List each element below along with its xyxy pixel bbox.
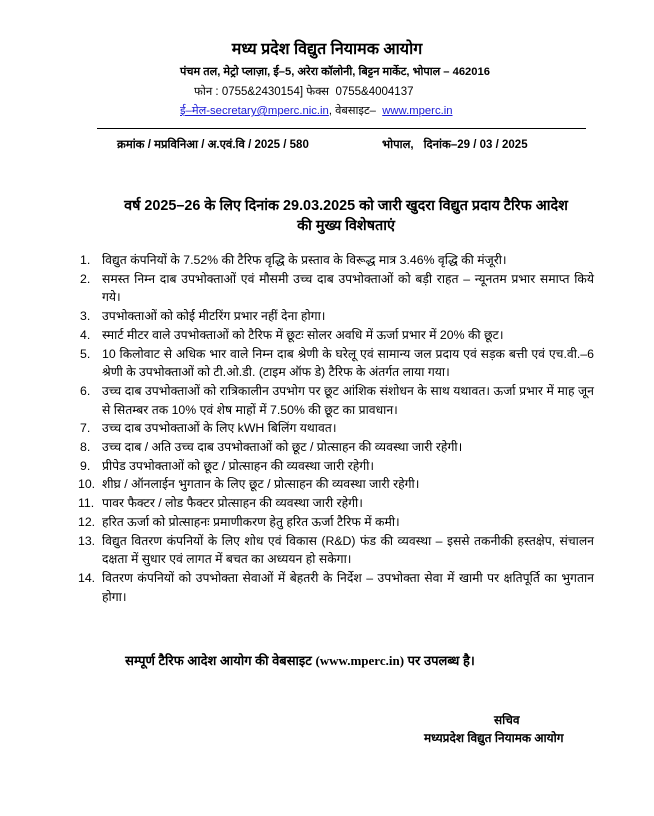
- header-divider: [97, 128, 586, 129]
- contact-email-website: [180, 103, 453, 119]
- subject-line-2: की मुख्य विशेषताएं: [297, 218, 395, 234]
- list-item-number: 9.: [80, 458, 91, 473]
- reference-number: क्रमांक / मप्रविनिआ / अ.एवं.वि / 2025 / 580: [117, 139, 309, 151]
- list-item-number: 11.: [78, 496, 95, 511]
- note-text-before: सम्पूर्ण टैरिफ आदेश आयोग की वेबसाइट: [125, 653, 312, 668]
- fax-number: 0755&4004137: [335, 86, 414, 98]
- reference-place: भोपाल,: [382, 139, 414, 151]
- note-url: (www.mperc.in): [315, 653, 405, 668]
- list-item: [78, 438, 594, 457]
- list-item-text: वितरण कंपनियों को उपभोक्ता सेवाओं में बेहतरी के निर्देश – उपभोक्ता सेवा में खामी पर क्षतिपूर्ति का भुगतान होगा।: [102, 570, 594, 604]
- list-item: [78, 457, 594, 476]
- list-item-number: 14.: [78, 570, 96, 585]
- website-link[interactable]: www.mperc.in: [382, 105, 453, 117]
- key-features-list: [78, 251, 594, 606]
- list-item-number: 3.: [80, 309, 91, 324]
- list-item-number: 13.: [78, 533, 96, 548]
- list-item-text: विद्युत कंपनियों के 7.52% की टैरिफ वृद्धि के प्रस्ताव के विरूद्ध मात्र 3.46% वृद्धि की मंजूरी।: [102, 253, 507, 267]
- list-item-number: 2.: [80, 271, 91, 286]
- list-item-number: 4.: [80, 327, 91, 342]
- signatory-organization: मध्यप्रदेश विद्युत नियामक आयोग: [424, 731, 564, 745]
- list-item-text: विद्युत वितरण कंपनियों के लिए शोध एवं विकास (R&D) फंड की व्यवस्था – इससे तकनीकी हस्तक्षेप, संचालन दक्षता में सुधार एवं लागत में बचत का अध्ययन हो सकेगा।: [102, 533, 594, 567]
- list-item: [78, 382, 594, 419]
- list-item: [78, 270, 594, 307]
- list-item-text: हरित ऊर्जा को प्रोत्साहनः प्रमाणीकरण हेतु हरित ऊर्जा टैरिफ में कमी।: [102, 514, 400, 529]
- reference-place-date: [382, 137, 528, 153]
- list-item-text: उपभोक्ताओं को कोई मीटरिंग प्रभार नहीं देना होगा।: [102, 309, 326, 324]
- phone-label: फोन : 0755&2430154] फेक्स: [194, 86, 330, 98]
- list-item: [78, 513, 594, 532]
- availability-note: [0, 652, 600, 670]
- list-item-text: समस्त निम्न दाब उपभोक्ताओं एवं मौसमी उच्च दाब उपभोक्ताओं को बड़ी राहत – न्यूनतम प्रभार समाप्त किये गये।: [102, 271, 594, 305]
- list-item-number: 12.: [78, 514, 96, 529]
- email-link[interactable]: ई–मेल-secretary@mperc.nic.in: [180, 105, 329, 117]
- list-item: [78, 307, 594, 326]
- list-item-number: 6.: [80, 383, 91, 398]
- organization-address: पंचम तल, मेट्रो प्लाज़ा, ई–5, अरेरा कॉलोनी, बिट्टन मार्केट, भोपाल – 462016: [180, 66, 490, 78]
- list-item-text: 10 किलोवाट से अधिक भार वाले निम्न दाब श्रेणी के घरेलू एवं सामान्य जल प्रदाय एवं सड़क बत्ती एवं एच.वी.–6 श्रेणी के उपभोक्ताओं को टी.ओ.डी. (टाइम ऑफ डे) टैरिफ के अंतर्गत लाया गया।: [102, 346, 594, 380]
- contact-phone-fax: [194, 84, 414, 100]
- subject-line-1: वर्ष 2025–26 के लिए दिनांक 29.03.2025 को जारी खुदरा विद्युत प्रदाय टैरिफ आदेश: [124, 198, 568, 214]
- list-item: [78, 251, 594, 270]
- list-item-text: उच्च दाब उपभोक्ताओं के लिए kWH बिलिंग यथावत।: [102, 421, 337, 436]
- list-item-text: पावर फैक्टर / लोड फैक्टर प्रोत्साहन की व्यवस्था जारी रहेगी।: [102, 496, 363, 511]
- list-item-number: 8.: [80, 440, 91, 455]
- list-item: [78, 532, 594, 569]
- list-item-text: उच्च दाब उपभोक्ताओं को रात्रिकालीन उपभोग पर छूट आंशिक संशोधन के साथ यथावत। ऊर्जा प्रभार में माह जून से सितम्बर तक 10% एवं शेष माहों में 7.50% की छूट का प्रावधान।: [102, 383, 594, 417]
- list-item-number: 10.: [78, 477, 96, 492]
- list-item-number: 1.: [80, 253, 91, 267]
- list-item-text: स्मार्ट मीटर वाले उपभोक्ताओं को टैरिफ में छूटः सोलर अवधि में ऊर्जा प्रभार में 20% की छूट।: [102, 327, 504, 342]
- document-subject: [96, 196, 596, 236]
- list-item: [78, 326, 594, 345]
- reference-date: दिनांक–29 / 03 / 2025: [423, 139, 528, 151]
- list-item: [78, 569, 594, 606]
- note-text-after: पर उपलब्ध है।: [407, 653, 475, 668]
- list-item-text: प्रीपेड उपभोक्ताओं को छूट / प्रोत्साहन की व्यवस्था जारी रहेगी।: [102, 458, 375, 473]
- list-item: [78, 419, 594, 438]
- website-label: , वेबसाइट–: [328, 105, 376, 117]
- list-item: [78, 475, 594, 494]
- list-item-text: उच्च दाब / अति उच्च दाब उपभोक्ताओं को छूट / प्रोत्साहन की व्यवस्था जारी रहेगी।: [102, 440, 463, 455]
- list-item-number: 7.: [80, 421, 91, 436]
- list-item-number: 5.: [80, 346, 91, 361]
- list-item-text: शीघ्र / ऑनलाईन भुगतान के लिए छूट / प्रोत्साहन की व्यवस्था जारी रहेगी।: [102, 477, 420, 492]
- organization-title: मध्य प्रदेश विद्युत नियामक आयोग: [231, 41, 423, 58]
- list-item: [78, 494, 594, 513]
- signatory-title: सचिव: [494, 713, 520, 727]
- list-item: [78, 345, 594, 382]
